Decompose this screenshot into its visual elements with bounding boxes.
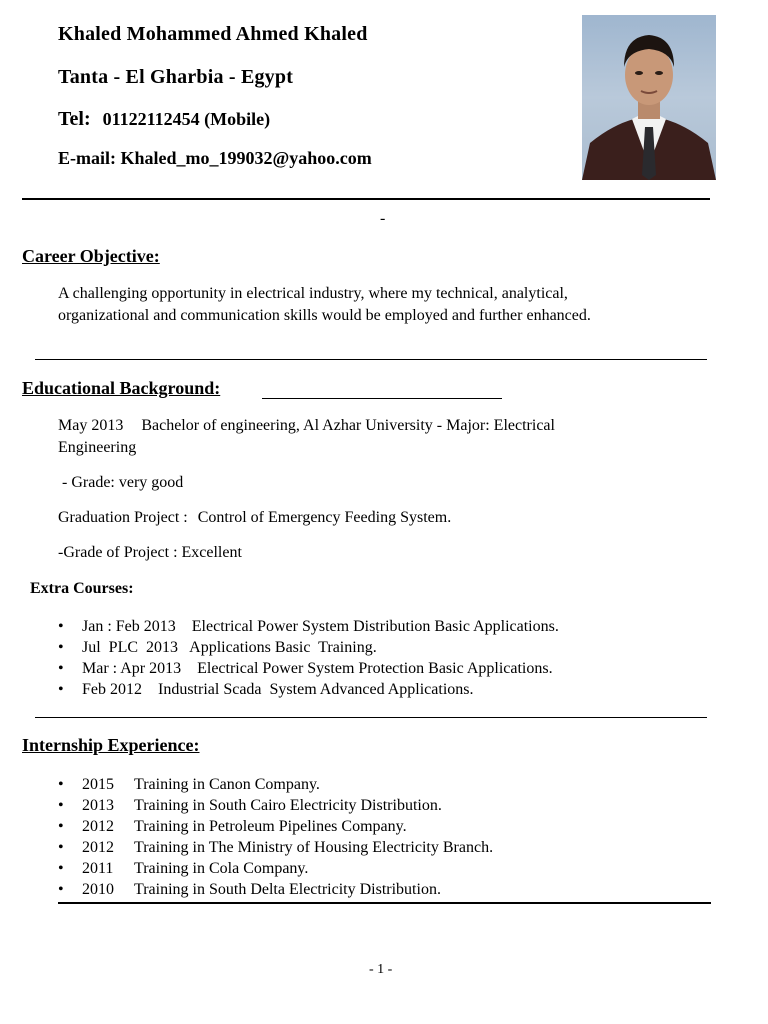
internship-year: 2015 [82, 776, 114, 793]
internship-year: 2012 [82, 839, 114, 856]
internship-text: Training in Cola Company. [134, 860, 309, 877]
list-item [58, 637, 559, 658]
internship-text: Training in Petroleum Pipelines Company. [134, 818, 407, 835]
career-objective-line-2: organizational and communication skills would be employed and further enhanced. [58, 307, 591, 324]
portrait-icon [582, 15, 716, 180]
list-item [58, 616, 559, 637]
email-line [58, 148, 372, 169]
course-text: Feb 2012 Industrial Scada System Advanced Applications. [82, 681, 474, 698]
internship-year: 2011 [82, 860, 114, 877]
page-number: - 1 - [369, 962, 393, 977]
career-divider [35, 359, 707, 360]
internship-text: Training in South Cairo Electricity Distribution. [134, 797, 442, 814]
internship-heading: Internship Experience: [22, 735, 200, 755]
email-label: E-mail: [58, 148, 116, 168]
education-heading-underline [262, 398, 502, 399]
internship-text: Training in Canon Company. [134, 776, 320, 793]
internship-year: 2013 [82, 797, 114, 814]
phone-label: Tel: [58, 108, 91, 130]
candidate-name: Khaled Mohammed Ahmed Khaled [58, 23, 368, 45]
course-text: Mar : Apr 2013 Electrical Power System Protection Basic Applications. [82, 660, 553, 677]
candidate-location: Tanta - El Gharbia - Egypt [58, 66, 294, 88]
list-item [58, 795, 493, 816]
header-divider [22, 198, 710, 200]
education-heading-text: Educational Background: [22, 378, 221, 398]
graduation-project-label: Graduation Project : [58, 509, 188, 526]
separator-dash: - [380, 210, 386, 227]
degree-title: Bachelor of engineering, Al Azhar University - Major: Electrical [141, 417, 555, 434]
email-value: Khaled_mo_199032@yahoo.com [120, 148, 372, 168]
internship-text: Training in The Ministry of Housing Electricity Branch. [134, 839, 494, 856]
extra-courses-heading: Extra Courses: [30, 580, 134, 597]
degree-line-2: Engineering [58, 439, 137, 456]
career-objective-line-1: A challenging opportunity in electrical industry, where my technical, analytical, [58, 285, 568, 302]
internship-divider [58, 902, 711, 904]
list-item [58, 879, 493, 900]
internship-text: Training in South Delta Electricity Distribution. [134, 881, 441, 898]
internship-year: 2010 [82, 881, 114, 898]
list-item [58, 858, 493, 879]
course-text: Jan : Feb 2013 Electrical Power System Distribution Basic Applications. [82, 618, 559, 635]
profile-photo [582, 15, 716, 180]
phone-value: 01122112454 (Mobile) [102, 109, 271, 129]
career-objective-heading: Career Objective: [22, 246, 160, 266]
course-text: Jul PLC 2013 Applications Basic Training. [82, 639, 377, 656]
internship-year: 2012 [82, 818, 114, 835]
graduation-project-value: Control of Emergency Feeding System. [197, 509, 452, 526]
phone-line [58, 108, 270, 131]
project-grade: -Grade of Project : Excellent [58, 544, 242, 561]
list-item [58, 658, 559, 679]
extra-courses-list [58, 616, 559, 700]
education-heading [22, 378, 502, 399]
list-item [58, 679, 559, 700]
degree-line-1 [58, 417, 555, 435]
degree-date: May 2013 [58, 417, 124, 434]
graduation-project [58, 509, 451, 527]
internship-list [58, 774, 493, 900]
degree-grade: - Grade: very good [58, 474, 184, 491]
list-item [58, 816, 493, 837]
list-item [58, 837, 493, 858]
list-item [58, 774, 493, 795]
education-divider [35, 717, 707, 718]
